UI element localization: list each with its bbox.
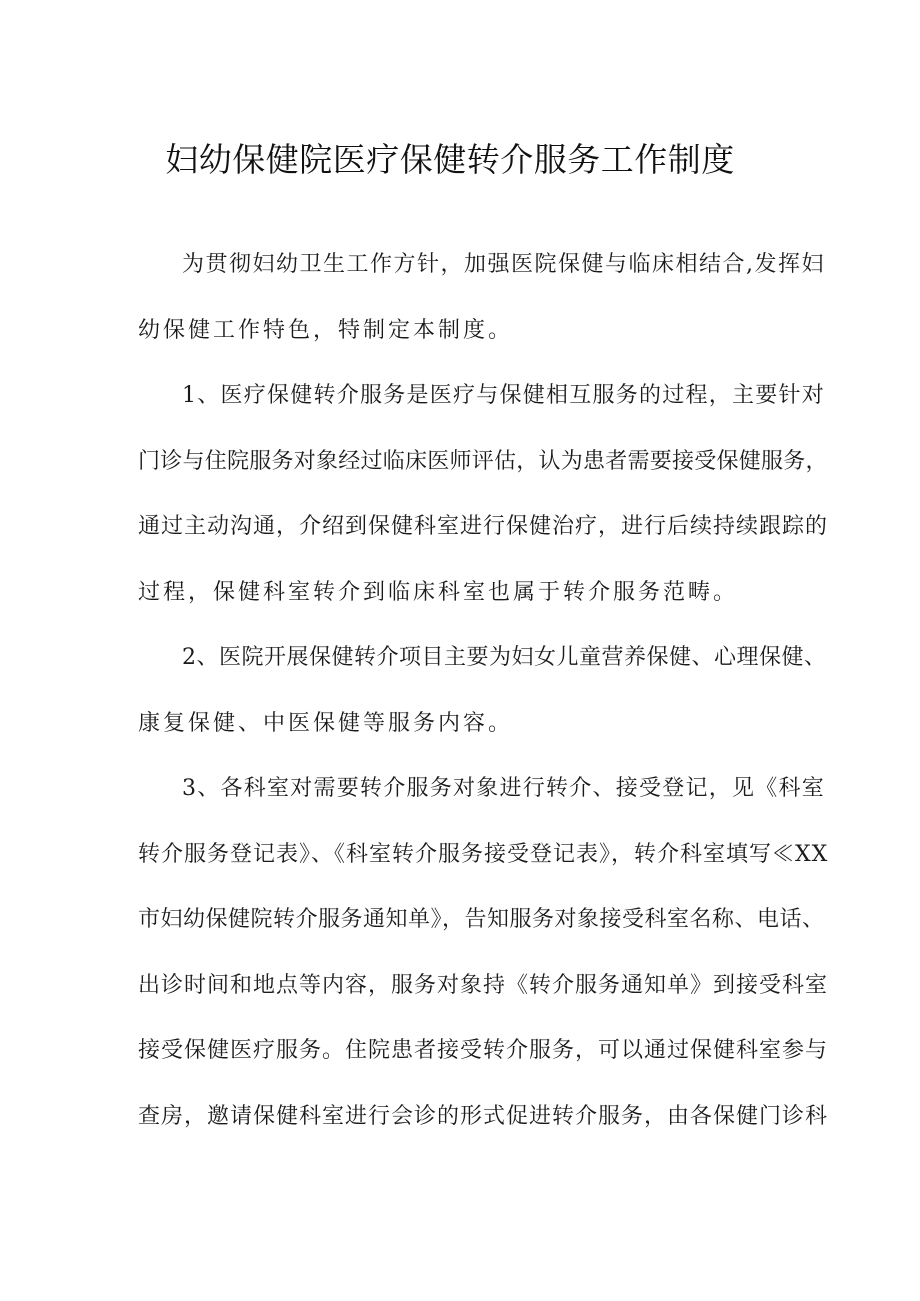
paragraph-line: 过程，保健科室转介到临床科室也属于转介服务范畴。 — [138, 579, 739, 605]
paragraph-line: 接受保健医疗服务。住院患者接受转介服务，可以通过保健科室参与 — [138, 1038, 829, 1063]
paragraph-line: 2、医院开展保健转介项目主要为妇女儿童营养保健、心理保健、 — [182, 645, 827, 670]
paragraph-line: 市妇幼保健院转介服务通知单》，告知服务对象接受科室名称、电话、 — [138, 907, 825, 932]
paragraph-line: 转介服务登记表》、《科室转介服务接受登记表》，转介科室填写≪XX — [138, 841, 829, 867]
document-title: 妇幼保健院医疗保健转介服务工作制度 — [165, 140, 735, 179]
paragraph-line: 通过主动沟通，介绍到保健科室进行保健治疗，进行后续持续跟踪的 — [138, 514, 829, 539]
paragraph-line: 查房，邀请保健科室进行会诊的形式促进转介服务，由各保健门诊科 — [138, 1103, 829, 1129]
paragraph-line: 门诊与住院服务对象经过临床医师评估，认为患者需要接受保健服务， — [138, 448, 828, 474]
paragraph-line: 为贯彻妇幼卫生工作方针，加强医院保健与临床相结合,发挥妇 — [182, 252, 825, 277]
paragraph-line: 幼保健工作特色，特制定本制度。 — [138, 317, 514, 343]
document-body — [138, 232, 829, 1149]
paragraph-line: 康复保健、中医保健等服务内容。 — [138, 710, 514, 736]
paragraph-line: 3、各科室对需要转介服务对象进行转介、接受登记，见《科室 — [182, 776, 825, 801]
paragraph-line: 1、医疗保健转介服务是医疗与保健相互服务的过程，主要针对 — [182, 383, 825, 408]
paragraph-line: 出诊时间和地点等内容，服务对象持《转介服务通知单》到接受科室 — [138, 972, 829, 998]
